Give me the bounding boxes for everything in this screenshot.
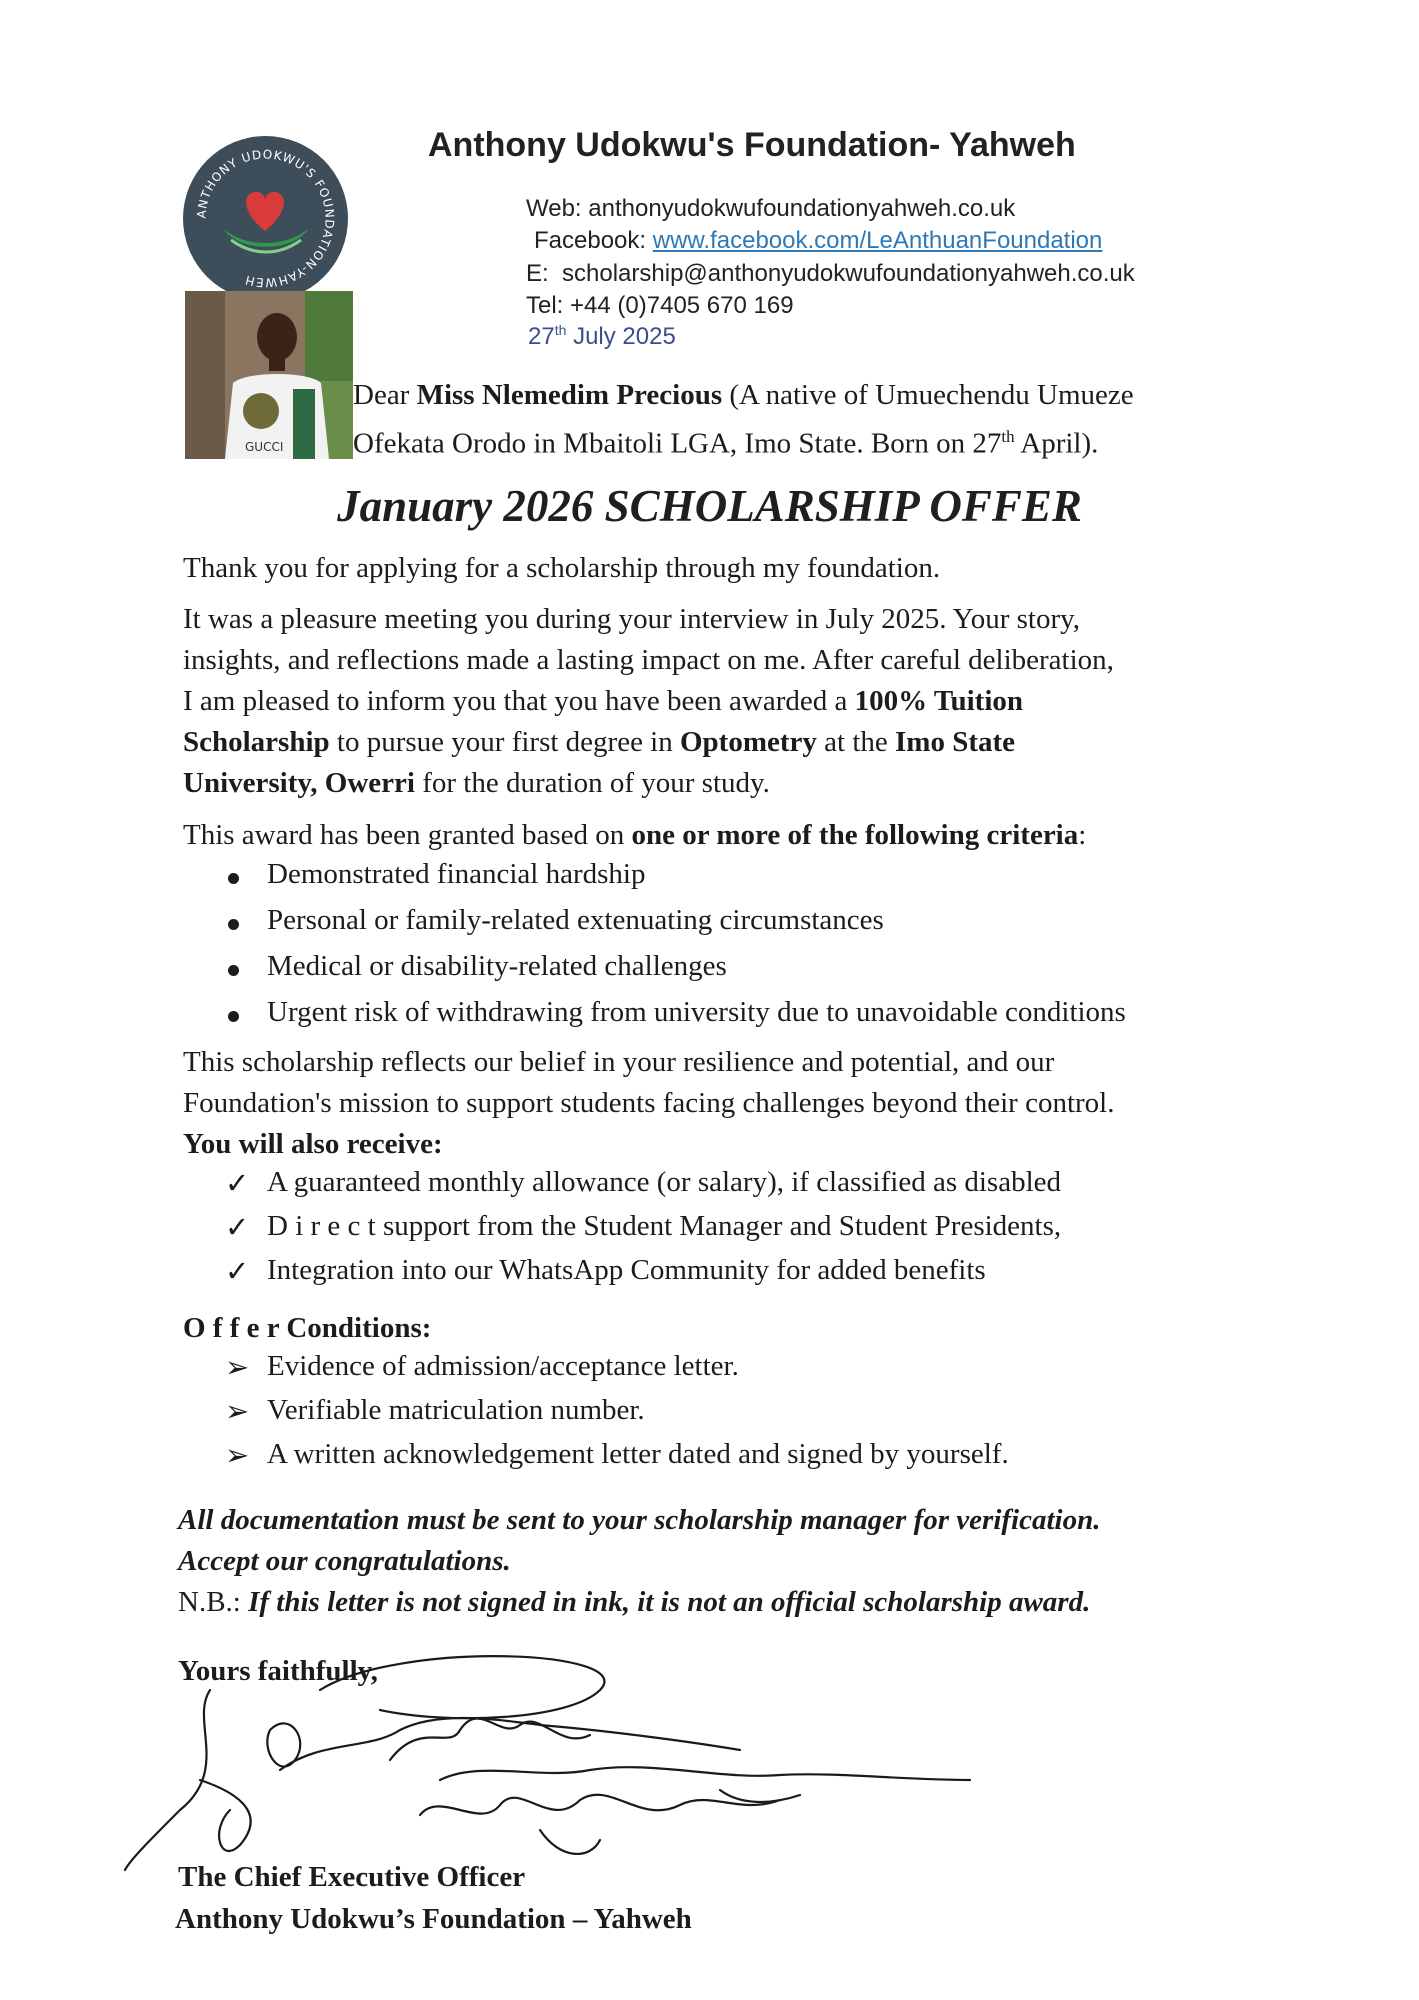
tel-label: Tel: [526, 292, 564, 319]
signature-icon [120, 1630, 1020, 1880]
bullet-icon [228, 1011, 239, 1022]
list-item: Demonstrated financial hardship [228, 858, 646, 891]
logo-ring-text: ANTHONY UDOKWU'S FOUNDATION-YAHWEH [194, 147, 337, 290]
bullet-icon [228, 919, 239, 930]
arrow-bullet-icon: ➢ [225, 1396, 250, 1428]
web-link[interactable]: anthonyudokwufoundationyahweh.co.uk [588, 195, 1016, 222]
list-item: ➢ Verifiable matriculation number. [225, 1394, 645, 1428]
benefits-list [225, 1166, 1325, 1306]
documentation-note: All documentation must be sent to your scholarship manager for verification. [178, 1504, 1101, 1536]
web-label: Web: [526, 195, 582, 222]
bullet-icon [228, 965, 239, 976]
paragraph-award-line-4: Scholarship to pursue your first degree in Optometry at the Imo State [183, 726, 1016, 758]
congratulations-note: Accept our congratulations. [178, 1545, 511, 1577]
web-line [526, 195, 1015, 223]
salutation-line-2: Ofekata Orodo in Mbaitoli LGA, Imo State. Born on 27th April). [353, 427, 1099, 460]
paragraph-award-line-3: I am pleased to inform you that you have been awarded a 100% Tuition [183, 685, 1024, 717]
paragraph-thanks: Thank you for applying for a scholarship through my foundation. [183, 552, 941, 584]
email-line [526, 260, 1135, 288]
tel-line [526, 292, 794, 320]
paragraph-award-line-2: insights, and reflections made a lasting impact on me. After careful deliberation, [183, 644, 1114, 676]
yours-faithfully: Yours faithfully, [178, 1655, 378, 1687]
letter-title: January 2026 SCHOLARSHIP OFFER [337, 481, 1082, 531]
bullet-icon [228, 873, 239, 884]
signatory-organization: Anthony Udokwu’s Foundation – Yahweh [175, 1903, 692, 1935]
list-item: Medical or disability-related challenges [228, 950, 727, 983]
list-item: ✓ A guaranteed monthly allowance (or salary), if classified as disabled [225, 1166, 1062, 1200]
arrow-bullet-icon: ➢ [225, 1440, 250, 1472]
paragraph-criteria-intro: This award has been granted based on one or more of the following criteria: [183, 819, 1087, 851]
nb-note: N.B.: If this letter is not signed in ink, it is not an official scholarship award. [178, 1586, 1091, 1618]
paragraph-belief-line-1: This scholarship reflects our belief in your resilience and potential, and our [183, 1046, 1055, 1078]
letter-date: 27th July 2025 [528, 322, 676, 350]
conditions-list [225, 1350, 1325, 1490]
list-item: Personal or family-related extenuating circumstances [228, 904, 884, 937]
salutation-line-1: Dear Miss Nlemedim Precious (A native of Umuechendu Umueze [353, 379, 1134, 411]
checkmark-icon: ✓ [225, 1168, 250, 1200]
foundation-logo [183, 136, 348, 301]
paragraph-award-line-5: University, Owerri for the duration of your study. [183, 767, 770, 799]
organization-title: Anthony Udokwu's Foundation- Yahweh [428, 126, 1076, 164]
facebook-line [534, 227, 1102, 255]
recipient-photo [185, 291, 353, 459]
facebook-link[interactable]: www.facebook.com/LeAnthuanFoundation [652, 227, 1103, 254]
logo-emblem-icon [183, 136, 348, 301]
list-item: ✓ D i r e c t support from the Student Manager and Student Presidents, [225, 1210, 1062, 1244]
also-receive-heading: You will also receive: [183, 1128, 443, 1160]
tel-value: +44 (0)7405 670 169 [570, 292, 794, 319]
offer-conditions-heading: O f f e r Conditions: [183, 1312, 432, 1344]
photo-shirt-text: GUCCI [245, 440, 284, 454]
paragraph-award-line-1: It was a pleasure meeting you during your interview in July 2025. Your story, [183, 603, 1080, 635]
facebook-label: Facebook: [534, 227, 647, 254]
list-item: ➢ A written acknowledgement letter dated and signed by yourself. [225, 1438, 1009, 1472]
criteria-list [228, 858, 1328, 1048]
recipient-name: Miss Nlemedim Precious [416, 379, 723, 411]
checkmark-icon: ✓ [225, 1256, 250, 1288]
list-item: ➢ Evidence of admission/acceptance letter. [225, 1350, 739, 1384]
email-link[interactable]: scholarship@anthonyudokwufoundationyahweh.co.uk [562, 260, 1135, 287]
list-item: Urgent risk of withdrawing from university due to unavoidable conditions [228, 996, 1126, 1029]
arrow-bullet-icon: ➢ [225, 1352, 250, 1384]
list-item: ✓ Integration into our WhatsApp Community for added benefits [225, 1254, 986, 1288]
signatory-title: The Chief Executive Officer [178, 1861, 526, 1893]
checkmark-icon: ✓ [225, 1212, 250, 1244]
paragraph-belief-line-2: Foundation's mission to support students facing challenges beyond their control. [183, 1087, 1115, 1119]
email-label: E: [526, 260, 549, 287]
